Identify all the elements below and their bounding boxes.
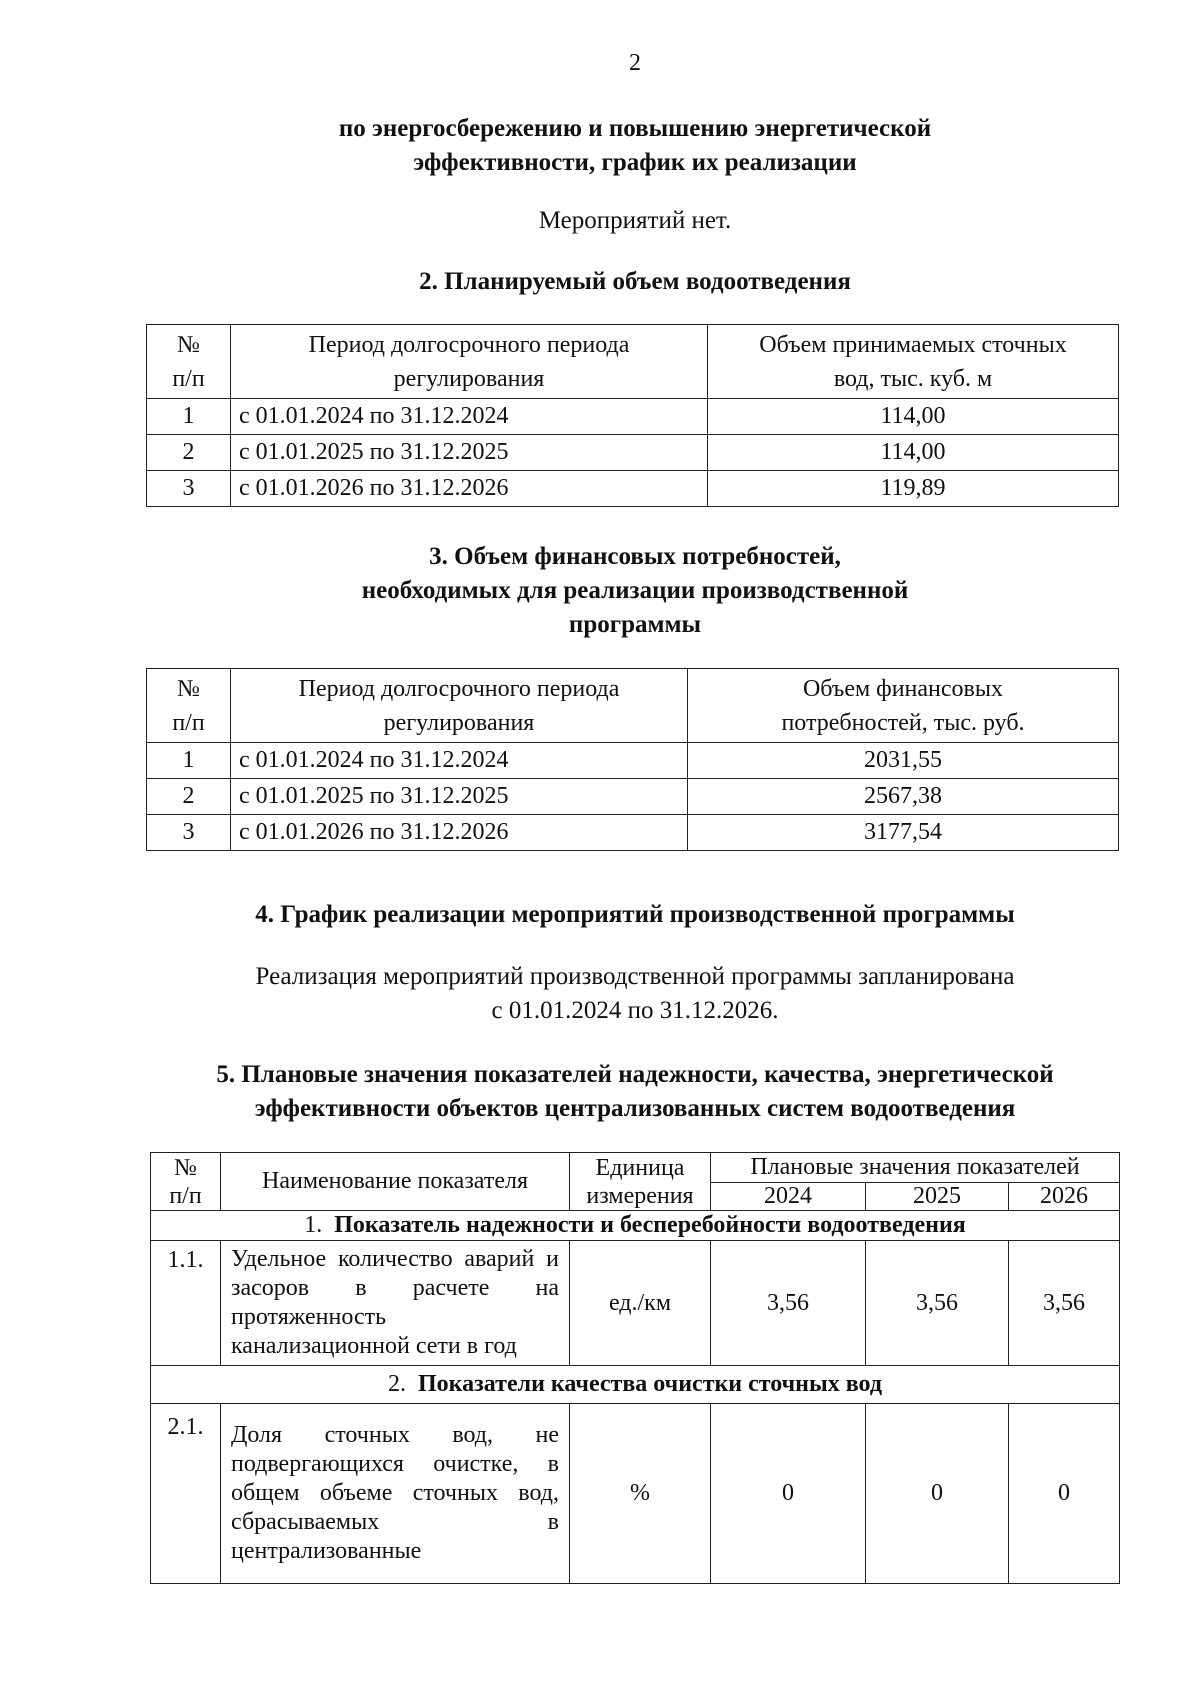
section3-title: 3. Объем финансовых потребностей, необходимых для реализации производственной программы (361, 543, 909, 638)
group-row-reliability (151, 1211, 1120, 1241)
header-year-2025: 2025 (866, 1183, 1009, 1211)
row-name: Доля сточных вод, не подвергающихся очистке, в общем объеме сточных вод, сбрасываемых в централизованные (221, 1404, 570, 1584)
section4-text: Реализация мероприятий производственной программы запланирована с 01.01.2024 по 31.12.2026. (255, 963, 1015, 1024)
no-measures-text: Мероприятий нет. (538, 207, 732, 234)
header-unit: Единица измерения (570, 1153, 711, 1211)
group-row-quality (151, 1366, 1120, 1404)
header-num: № п/п (151, 1153, 221, 1211)
header-name: Наименование показателя (221, 1153, 570, 1211)
row-value: 114,00 (708, 435, 1119, 471)
row-value: 2031,55 (688, 743, 1119, 779)
financial-needs-table (146, 668, 1119, 851)
table-header-row (147, 669, 1119, 743)
row-num: 1.1. (151, 1241, 221, 1366)
energy-heading (0, 112, 1200, 180)
row-num: 1 (147, 743, 231, 779)
row-value-2024: 0 (711, 1404, 866, 1584)
header-value: Объем финансовых потребностей, тыс. руб. (688, 669, 1119, 743)
row-name: Удельное количество аварий и засоров в расчете на протяженность канализационной сети в год (221, 1241, 570, 1366)
row-value: 3177,54 (688, 815, 1119, 851)
row-period: с 01.01.2025 по 31.12.2025 (231, 779, 688, 815)
row-unit: % (570, 1404, 711, 1584)
energy-heading-line2: эффективности, график их реализации (413, 149, 857, 176)
row-value: 114,00 (708, 399, 1119, 435)
row-num: 1 (147, 399, 231, 435)
header-period: Период долгосрочного периода регулирования (231, 325, 708, 399)
row-value: 2567,38 (688, 779, 1119, 815)
row-period: с 01.01.2025 по 31.12.2025 (231, 435, 708, 471)
indicators-table (150, 1152, 1120, 1584)
row-value: 119,89 (708, 471, 1119, 507)
row-num: 3 (147, 815, 231, 851)
water-disposal-table (146, 324, 1119, 507)
section2-title: 2. Планируемый объем водоотведения (419, 268, 851, 295)
row-period: с 01.01.2024 по 31.12.2024 (231, 743, 688, 779)
table-header-row (151, 1153, 1120, 1183)
header-period: Период долгосрочного периода регулирования (231, 669, 688, 743)
row-num: 2.1. (151, 1404, 221, 1584)
table-row (147, 399, 1119, 435)
table-header-row (147, 325, 1119, 399)
header-num: № п/п (147, 669, 231, 743)
row-period: с 01.01.2026 по 31.12.2026 (231, 815, 688, 851)
table-row (147, 815, 1119, 851)
page-number: 2 (629, 50, 641, 76)
group-title: 2. Показатели качества очистки сточных вод (151, 1366, 1120, 1404)
table-row (151, 1241, 1120, 1366)
row-num: 2 (147, 435, 231, 471)
header-planned: Плановые значения показателей (711, 1153, 1120, 1183)
group-title: 1. Показатель надежности и бесперебойности водоотведения (151, 1211, 1120, 1241)
energy-heading-line1: по энергосбережению и повышению энергетической (338, 115, 932, 142)
row-value-2025: 3,56 (866, 1241, 1009, 1366)
row-value-2024: 3,56 (711, 1241, 866, 1366)
section5-title: 5. Плановые значения показателей надежности, качества, энергетической эффективности объектов централизованных систем водоотведения (216, 1061, 1054, 1122)
table-row (147, 743, 1119, 779)
row-period: с 01.01.2026 по 31.12.2026 (231, 471, 708, 507)
header-num: № п/п (147, 325, 231, 399)
table-row (147, 779, 1119, 815)
header-year-2026: 2026 (1009, 1183, 1120, 1211)
row-value-2025: 0 (866, 1404, 1009, 1584)
table-row (151, 1404, 1120, 1584)
header-value: Объем принимаемых сточных вод, тыс. куб. м (708, 325, 1119, 399)
header-year-2024: 2024 (711, 1183, 866, 1211)
row-num: 3 (147, 471, 231, 507)
row-value-2026: 3,56 (1009, 1241, 1120, 1366)
row-period: с 01.01.2024 по 31.12.2024 (231, 399, 708, 435)
table-row (147, 471, 1119, 507)
row-num: 2 (147, 779, 231, 815)
table-row (147, 435, 1119, 471)
row-value-2026: 0 (1009, 1404, 1120, 1584)
section4-title: 4. График реализации мероприятий производственной программы (255, 901, 1015, 928)
row-unit: ед./км (570, 1241, 711, 1366)
